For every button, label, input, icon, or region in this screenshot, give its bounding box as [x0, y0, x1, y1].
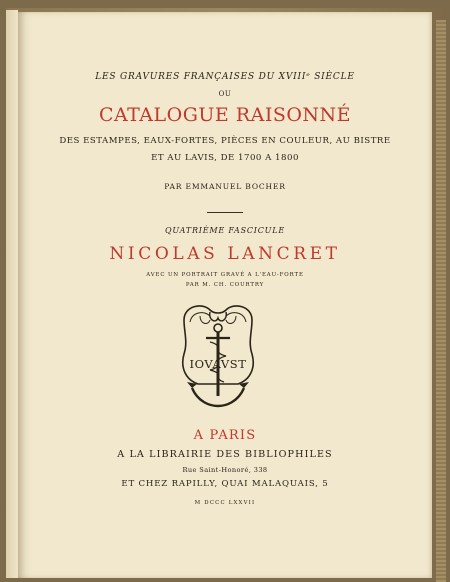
author-line: PAR EMMANUEL BOCHER: [164, 182, 286, 191]
portrait-note-line-1: AVEC UN PORTRAIT GRAVÉ A L'EAU-FORTE: [146, 272, 304, 278]
publisher-line: A LA LIBRAIRIE DES BIBLIOPHILES: [117, 449, 333, 460]
main-title: CATALOGUE RAISONNÉ: [98, 104, 352, 126]
publication-date: M DCCC LXXVII: [194, 500, 256, 506]
publisher-address: Rue Saint-Honoré, 338: [182, 466, 268, 474]
imprint-city: A PARIS: [193, 428, 257, 443]
facing-page-edge: [6, 10, 18, 578]
title-page: [18, 12, 432, 578]
description-line-2: ET AU LAVIS, DE 1700 A 1800: [151, 153, 299, 163]
artist-name: NICOLAS LANCRET: [109, 244, 341, 264]
series-title: LES GRAVURES FRANÇAISES DU XVIIIᵉ SIÈCLE: [95, 72, 355, 82]
connector-text: OU: [218, 90, 232, 98]
divider-rule: [207, 212, 243, 213]
description-line-1: DES ESTAMPES, EAUX-FORTES, PIÈCES EN COULEUR, AU BISTRE: [59, 136, 391, 146]
co-publisher-line: ET CHEZ RAPILLY, QUAI MALAQUAIS, 5: [121, 479, 329, 489]
anchor-emblem-icon: [170, 298, 266, 414]
emblem-motto: IOVAVST: [189, 357, 247, 371]
fascicule-label: QUATRIÈME FASCICULE: [165, 226, 285, 235]
portrait-note-line-2: PAR M. CH. COURTRY: [185, 282, 265, 288]
page-edges: [436, 20, 446, 582]
